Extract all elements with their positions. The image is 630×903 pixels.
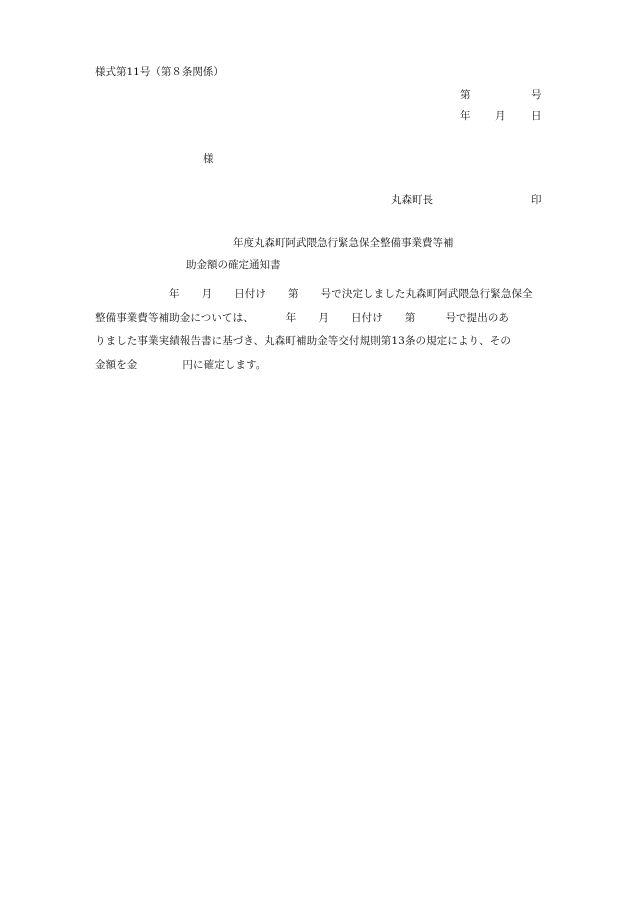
body-subsidy-text: 整備事業費等補助金については、 bbox=[95, 311, 254, 324]
body-report-text: りました事業実績報告書に基づき、丸森町補助金等交付規則第13条の規定により、その bbox=[95, 335, 511, 347]
body-year-2: 年 bbox=[285, 311, 297, 324]
addressee-honorific: 様 bbox=[203, 153, 214, 165]
body-year: 年 bbox=[169, 288, 180, 300]
body-amount-label: 金額を金 bbox=[95, 358, 138, 371]
body-number-prefix-2: 第 bbox=[404, 311, 416, 324]
body-day-ref-2: 日付け bbox=[351, 311, 383, 324]
doc-number-prefix: 第 bbox=[460, 89, 471, 101]
doc-number-suffix: 号 bbox=[531, 89, 542, 101]
body-decision-text: 号で決定しました丸森町阿武隈急行緊急保全 bbox=[320, 288, 533, 300]
body-day-ref: 日付け bbox=[234, 288, 267, 300]
document-title-line2: 助金額の確定通知書 bbox=[186, 259, 281, 271]
body-paragraph bbox=[95, 283, 569, 377]
issuer-title: 丸森町長 bbox=[391, 194, 433, 206]
body-confirm-text: 円に確定します。 bbox=[182, 358, 267, 371]
body-month: 月 bbox=[201, 288, 213, 300]
date-day: 日 bbox=[531, 110, 542, 122]
body-month-2: 月 bbox=[318, 311, 330, 324]
date-year: 年 bbox=[460, 110, 471, 122]
body-number-prefix: 第 bbox=[288, 288, 299, 300]
body-submitted-text: 号で提出のあ bbox=[445, 311, 510, 324]
date-month: 月 bbox=[495, 110, 506, 122]
issuer-seal: 印 bbox=[531, 194, 542, 206]
document-title-line1: 年度丸森町阿武隈急行緊急保全整備事業費等補 bbox=[233, 237, 454, 249]
form-number: 様式第11号（第８条関係） bbox=[95, 66, 224, 78]
